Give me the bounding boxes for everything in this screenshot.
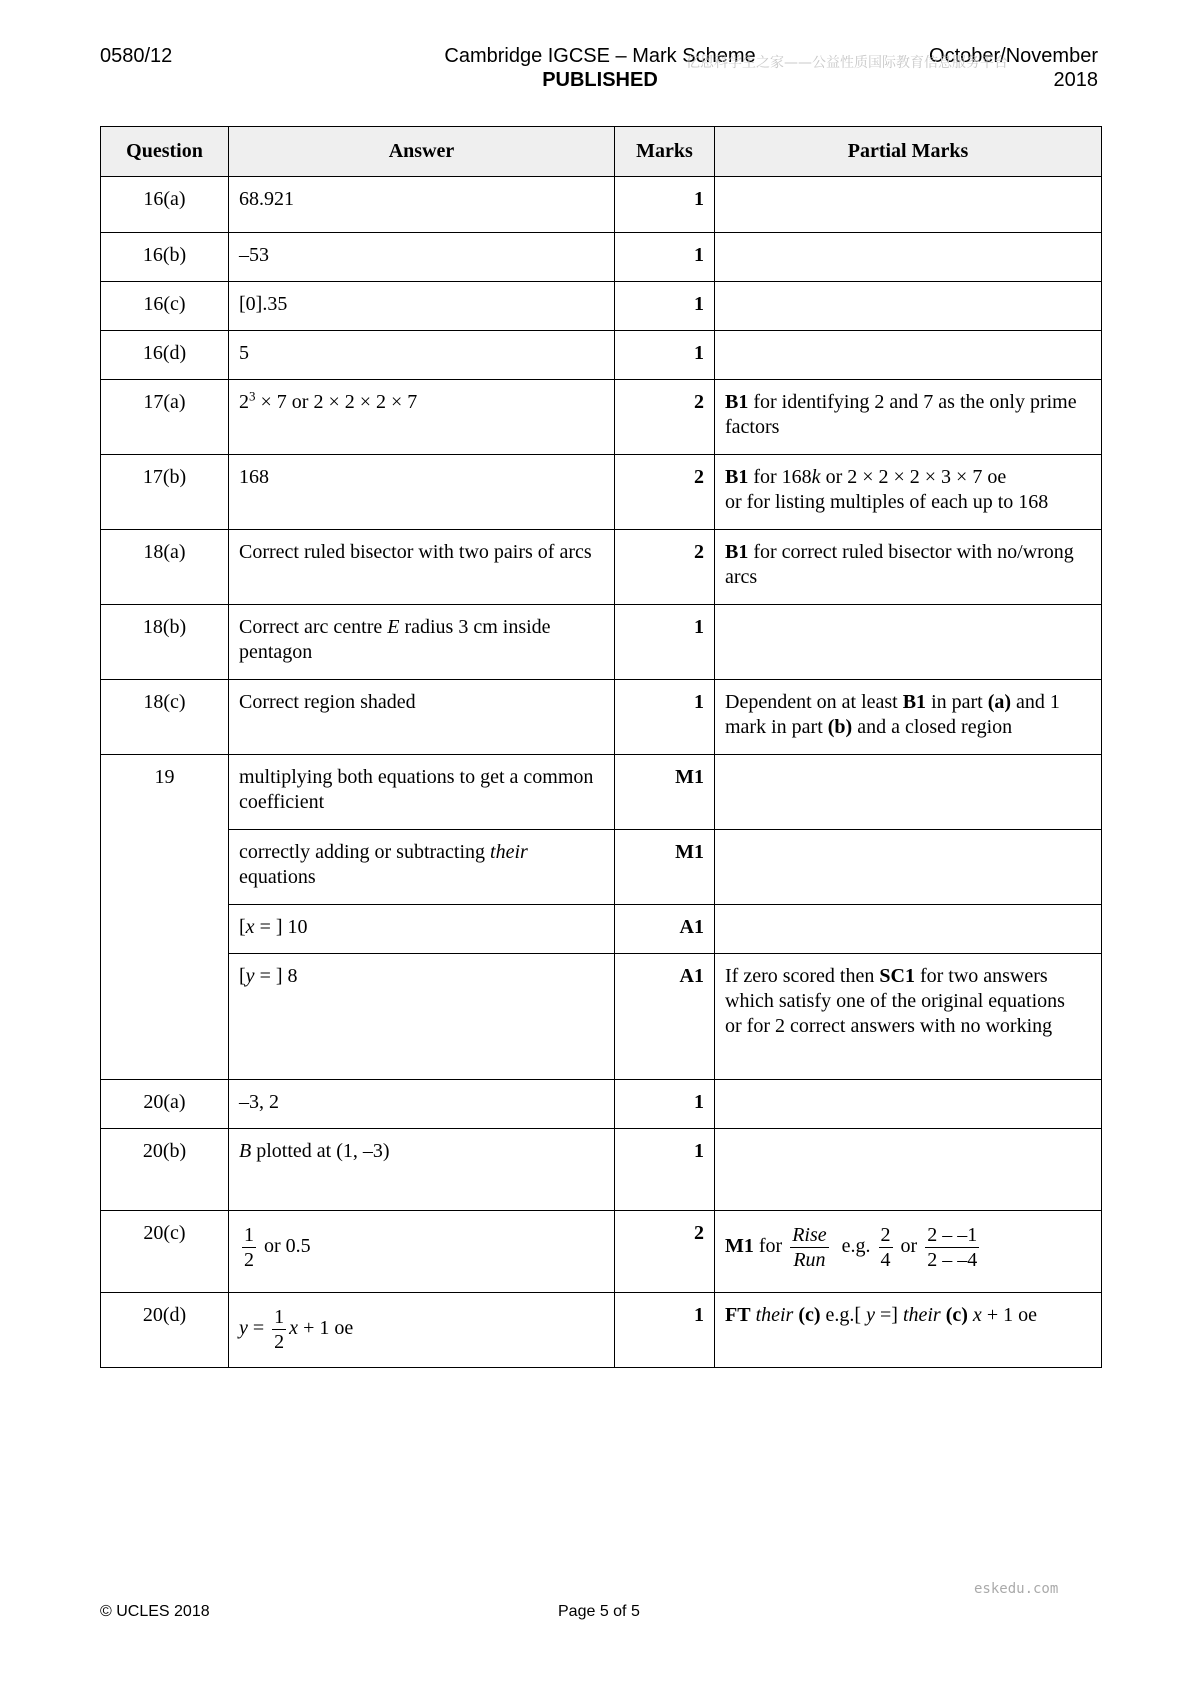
page-number: Page 5 of 5 bbox=[558, 1603, 640, 1620]
mark-code: FT bbox=[725, 1304, 751, 1326]
rise-run-fraction bbox=[790, 1223, 828, 1272]
table-row bbox=[101, 605, 1102, 680]
table-row bbox=[101, 905, 1102, 954]
answer-cell bbox=[229, 1129, 615, 1211]
part-ref: (b) bbox=[827, 716, 853, 738]
table-row bbox=[101, 331, 1102, 380]
answer-var: y bbox=[239, 1317, 248, 1340]
table-row bbox=[101, 1129, 1102, 1211]
marks-cell: 1 bbox=[615, 1293, 715, 1368]
answer-var: B bbox=[239, 1140, 252, 1162]
question-cell: 16(c) bbox=[101, 282, 229, 331]
fraction-numerator: 1 bbox=[244, 1224, 254, 1246]
answer-text: correctly adding or subtracting bbox=[239, 841, 491, 863]
partial-marks-cell bbox=[715, 380, 1102, 455]
answer-cell bbox=[229, 380, 615, 455]
marks-cell: 1 bbox=[615, 680, 715, 755]
partial-text: or for listing multiples of each up to 168 bbox=[725, 491, 1049, 513]
answer-cell: multiplying both equations to get a common coefficient bbox=[229, 755, 615, 830]
table-row bbox=[101, 1293, 1102, 1368]
answer-fraction bbox=[272, 1305, 286, 1354]
question-cell: 17(a) bbox=[101, 380, 229, 455]
answer-cell: Correct ruled bisector with two pairs of arcs bbox=[229, 530, 615, 605]
mark-code: B1 bbox=[902, 691, 927, 713]
table-row bbox=[101, 455, 1102, 530]
answer-text: [ bbox=[239, 965, 246, 987]
paper-code: 0580/12 bbox=[100, 45, 173, 67]
partial-marks-cell bbox=[715, 1293, 1102, 1368]
answer-fraction bbox=[242, 1223, 256, 1272]
footer-watermark: eskedu.com bbox=[974, 1581, 1059, 1597]
table-row bbox=[101, 233, 1102, 282]
title-text: Cambridge IGCSE – Mark Scheme bbox=[444, 45, 756, 67]
partial-text: and 1 mark in part bbox=[725, 691, 1060, 738]
watermark-text: 亿恩科学生之家——公益性质国际教育信息服务平台 bbox=[686, 55, 1008, 71]
answer-text: plotted at (1, –3) bbox=[251, 1140, 390, 1162]
answer-cell: 168 bbox=[229, 455, 615, 530]
answer-var: E bbox=[387, 616, 400, 638]
partial-text: for bbox=[753, 1235, 788, 1258]
table-row bbox=[101, 177, 1102, 233]
marks-cell: 2 bbox=[615, 530, 715, 605]
partial-marks-cell bbox=[715, 605, 1102, 680]
mark-code: B1 bbox=[725, 391, 749, 413]
answer-cell: 5 bbox=[229, 331, 615, 380]
table-row bbox=[101, 954, 1102, 1080]
session-text: October/November bbox=[929, 45, 1098, 67]
question-cell: 19 bbox=[101, 755, 229, 1080]
answer-cell bbox=[229, 905, 615, 954]
answer-var: x bbox=[245, 916, 255, 938]
partial-text: for correct ruled bisector with no/wrong arcs bbox=[725, 541, 1074, 588]
answer-text: = ] 8 bbox=[254, 965, 298, 987]
mark-code: B1 bbox=[725, 466, 749, 488]
header-marks: Marks bbox=[615, 127, 715, 177]
answer-cell bbox=[229, 954, 615, 1080]
question-cell: 20(b) bbox=[101, 1129, 229, 1211]
fraction-numerator: 2 – –1 bbox=[927, 1224, 978, 1246]
header-partial-marks: Partial Marks bbox=[715, 127, 1102, 177]
copyright-text: © UCLES 2018 bbox=[100, 1603, 210, 1620]
session-year: 2018 bbox=[1053, 69, 1098, 91]
marks-cell: 1 bbox=[615, 1129, 715, 1211]
partial-text: or for 2 correct answers with no working bbox=[725, 1015, 1053, 1037]
partial-var: x bbox=[967, 1304, 982, 1326]
partial-text: for identifying 2 and 7 as the only prime factors bbox=[725, 391, 1077, 438]
partial-text: =] bbox=[874, 1304, 903, 1326]
mark-code: B1 bbox=[725, 541, 749, 563]
fraction-numerator: Rise bbox=[792, 1224, 827, 1246]
question-cell: 18(a) bbox=[101, 530, 229, 605]
fraction-denominator: 2 bbox=[274, 1331, 285, 1353]
marks-cell: M1 bbox=[615, 755, 715, 830]
marks-cell: 1 bbox=[615, 282, 715, 331]
marks-cell: 1 bbox=[615, 177, 715, 233]
marks-cell: M1 bbox=[615, 830, 715, 905]
marks-cell: 1 bbox=[615, 331, 715, 380]
answer-text: radius 3 cm inside pentagon bbox=[239, 616, 551, 663]
answer-text: = bbox=[247, 1317, 270, 1340]
partial-marks-cell bbox=[715, 282, 1102, 331]
answer-text: × 7 or 2 × 2 × 2 × 7 bbox=[255, 391, 418, 413]
table-row bbox=[101, 380, 1102, 455]
partial-marks-cell bbox=[715, 331, 1102, 380]
mark-scheme-table bbox=[100, 126, 1102, 1368]
header-question: Question bbox=[101, 127, 229, 177]
fraction-denominator: 2 – –4 bbox=[927, 1249, 978, 1271]
partial-marks-cell bbox=[715, 177, 1102, 233]
partial-their: their bbox=[902, 1304, 941, 1326]
marks-cell: 2 bbox=[615, 455, 715, 530]
table-row bbox=[101, 680, 1102, 755]
answer-text: equations bbox=[239, 866, 316, 888]
answer-var: x bbox=[289, 1317, 299, 1340]
table-row bbox=[101, 530, 1102, 605]
partial-text: If zero scored then bbox=[725, 965, 880, 987]
answer-cell: –53 bbox=[229, 233, 615, 282]
partial-text: or 2 × 2 × 2 × 3 × 7 oe bbox=[820, 466, 1007, 488]
question-cell: 18(c) bbox=[101, 680, 229, 755]
partial-marks-cell bbox=[715, 755, 1102, 830]
table-row bbox=[101, 755, 1102, 830]
question-cell: 17(b) bbox=[101, 455, 229, 530]
partial-var: k bbox=[811, 466, 821, 488]
answer-cell bbox=[229, 830, 615, 905]
partial-text: for two answers which satisfy one of the original equations bbox=[725, 965, 1065, 1012]
mark-code: M1 bbox=[725, 1235, 754, 1258]
partial-marks-cell bbox=[715, 680, 1102, 755]
answer-var: y bbox=[245, 965, 255, 987]
answer-base: 2 bbox=[239, 391, 249, 413]
marks-cell: 1 bbox=[615, 605, 715, 680]
partial-text: e.g.[ bbox=[820, 1304, 867, 1326]
partial-text: or bbox=[900, 1235, 918, 1258]
answer-text: Correct arc centre bbox=[239, 616, 388, 638]
partial-text: Dependent on at least bbox=[725, 691, 903, 713]
table-row bbox=[101, 830, 1102, 905]
marks-cell: 2 bbox=[615, 1211, 715, 1293]
part-ref: (c) bbox=[798, 1304, 821, 1326]
partial-marks-cell bbox=[715, 1080, 1102, 1129]
table-header-row bbox=[101, 127, 1102, 177]
answer-text: + 1 oe bbox=[298, 1317, 354, 1340]
answer-cell: –3, 2 bbox=[229, 1080, 615, 1129]
answer-their: their bbox=[490, 841, 528, 863]
partial-their: their bbox=[750, 1304, 799, 1326]
answer-text: [ bbox=[239, 916, 246, 938]
example-fraction bbox=[879, 1223, 893, 1272]
question-cell: 20(a) bbox=[101, 1080, 229, 1129]
table-row bbox=[101, 1211, 1102, 1293]
partial-text: and a closed region bbox=[852, 716, 1013, 738]
published-label: PUBLISHED bbox=[542, 69, 658, 91]
question-cell: 16(b) bbox=[101, 233, 229, 282]
partial-text: e.g. bbox=[841, 1235, 871, 1258]
answer-text: or 0.5 bbox=[264, 1235, 311, 1258]
partial-text: in part bbox=[926, 691, 988, 713]
marks-cell: A1 bbox=[615, 954, 715, 1080]
fraction-numerator: 1 bbox=[274, 1306, 285, 1328]
question-cell: 16(d) bbox=[101, 331, 229, 380]
partial-marks-cell bbox=[715, 954, 1102, 1080]
partial-marks-cell bbox=[715, 1129, 1102, 1211]
part-ref: (c) bbox=[940, 1304, 968, 1326]
answer-cell: [0].35 bbox=[229, 282, 615, 331]
fraction-numerator: 2 bbox=[880, 1224, 891, 1246]
partial-marks-cell bbox=[715, 530, 1102, 605]
partial-marks-cell bbox=[715, 905, 1102, 954]
partial-marks-cell bbox=[715, 455, 1102, 530]
marks-cell: 1 bbox=[615, 1080, 715, 1129]
partial-marks-cell bbox=[715, 233, 1102, 282]
marks-cell: 2 bbox=[615, 380, 715, 455]
example-fraction bbox=[925, 1223, 979, 1272]
partial-marks-cell bbox=[715, 1211, 1102, 1293]
answer-cell bbox=[229, 1293, 615, 1368]
part-ref: (a) bbox=[987, 691, 1012, 713]
fraction-denominator: 4 bbox=[880, 1249, 891, 1271]
table-row bbox=[101, 282, 1102, 331]
answer-cell: 68.921 bbox=[229, 177, 615, 233]
question-cell: 20(c) bbox=[101, 1211, 229, 1293]
answer-cell: Correct region shaded bbox=[229, 680, 615, 755]
answer-exponent: 3 bbox=[249, 388, 256, 404]
table-row bbox=[101, 1080, 1102, 1129]
answer-cell bbox=[229, 1211, 615, 1293]
answer-cell bbox=[229, 605, 615, 680]
answer-text: = ] 10 bbox=[254, 916, 308, 938]
partial-var: y bbox=[866, 1304, 875, 1326]
partial-text: + 1 oe bbox=[981, 1304, 1037, 1326]
header-answer: Answer bbox=[229, 127, 615, 177]
partial-marks-cell bbox=[715, 830, 1102, 905]
question-cell: 18(b) bbox=[101, 605, 229, 680]
question-cell: 16(a) bbox=[101, 177, 229, 233]
marks-cell: 1 bbox=[615, 233, 715, 282]
question-cell: 20(d) bbox=[101, 1293, 229, 1368]
fraction-denominator: 2 bbox=[244, 1249, 254, 1271]
partial-text: for 168 bbox=[748, 466, 812, 488]
mark-code: SC1 bbox=[879, 965, 915, 987]
fraction-denominator: Run bbox=[793, 1249, 826, 1271]
marks-cell: A1 bbox=[615, 905, 715, 954]
